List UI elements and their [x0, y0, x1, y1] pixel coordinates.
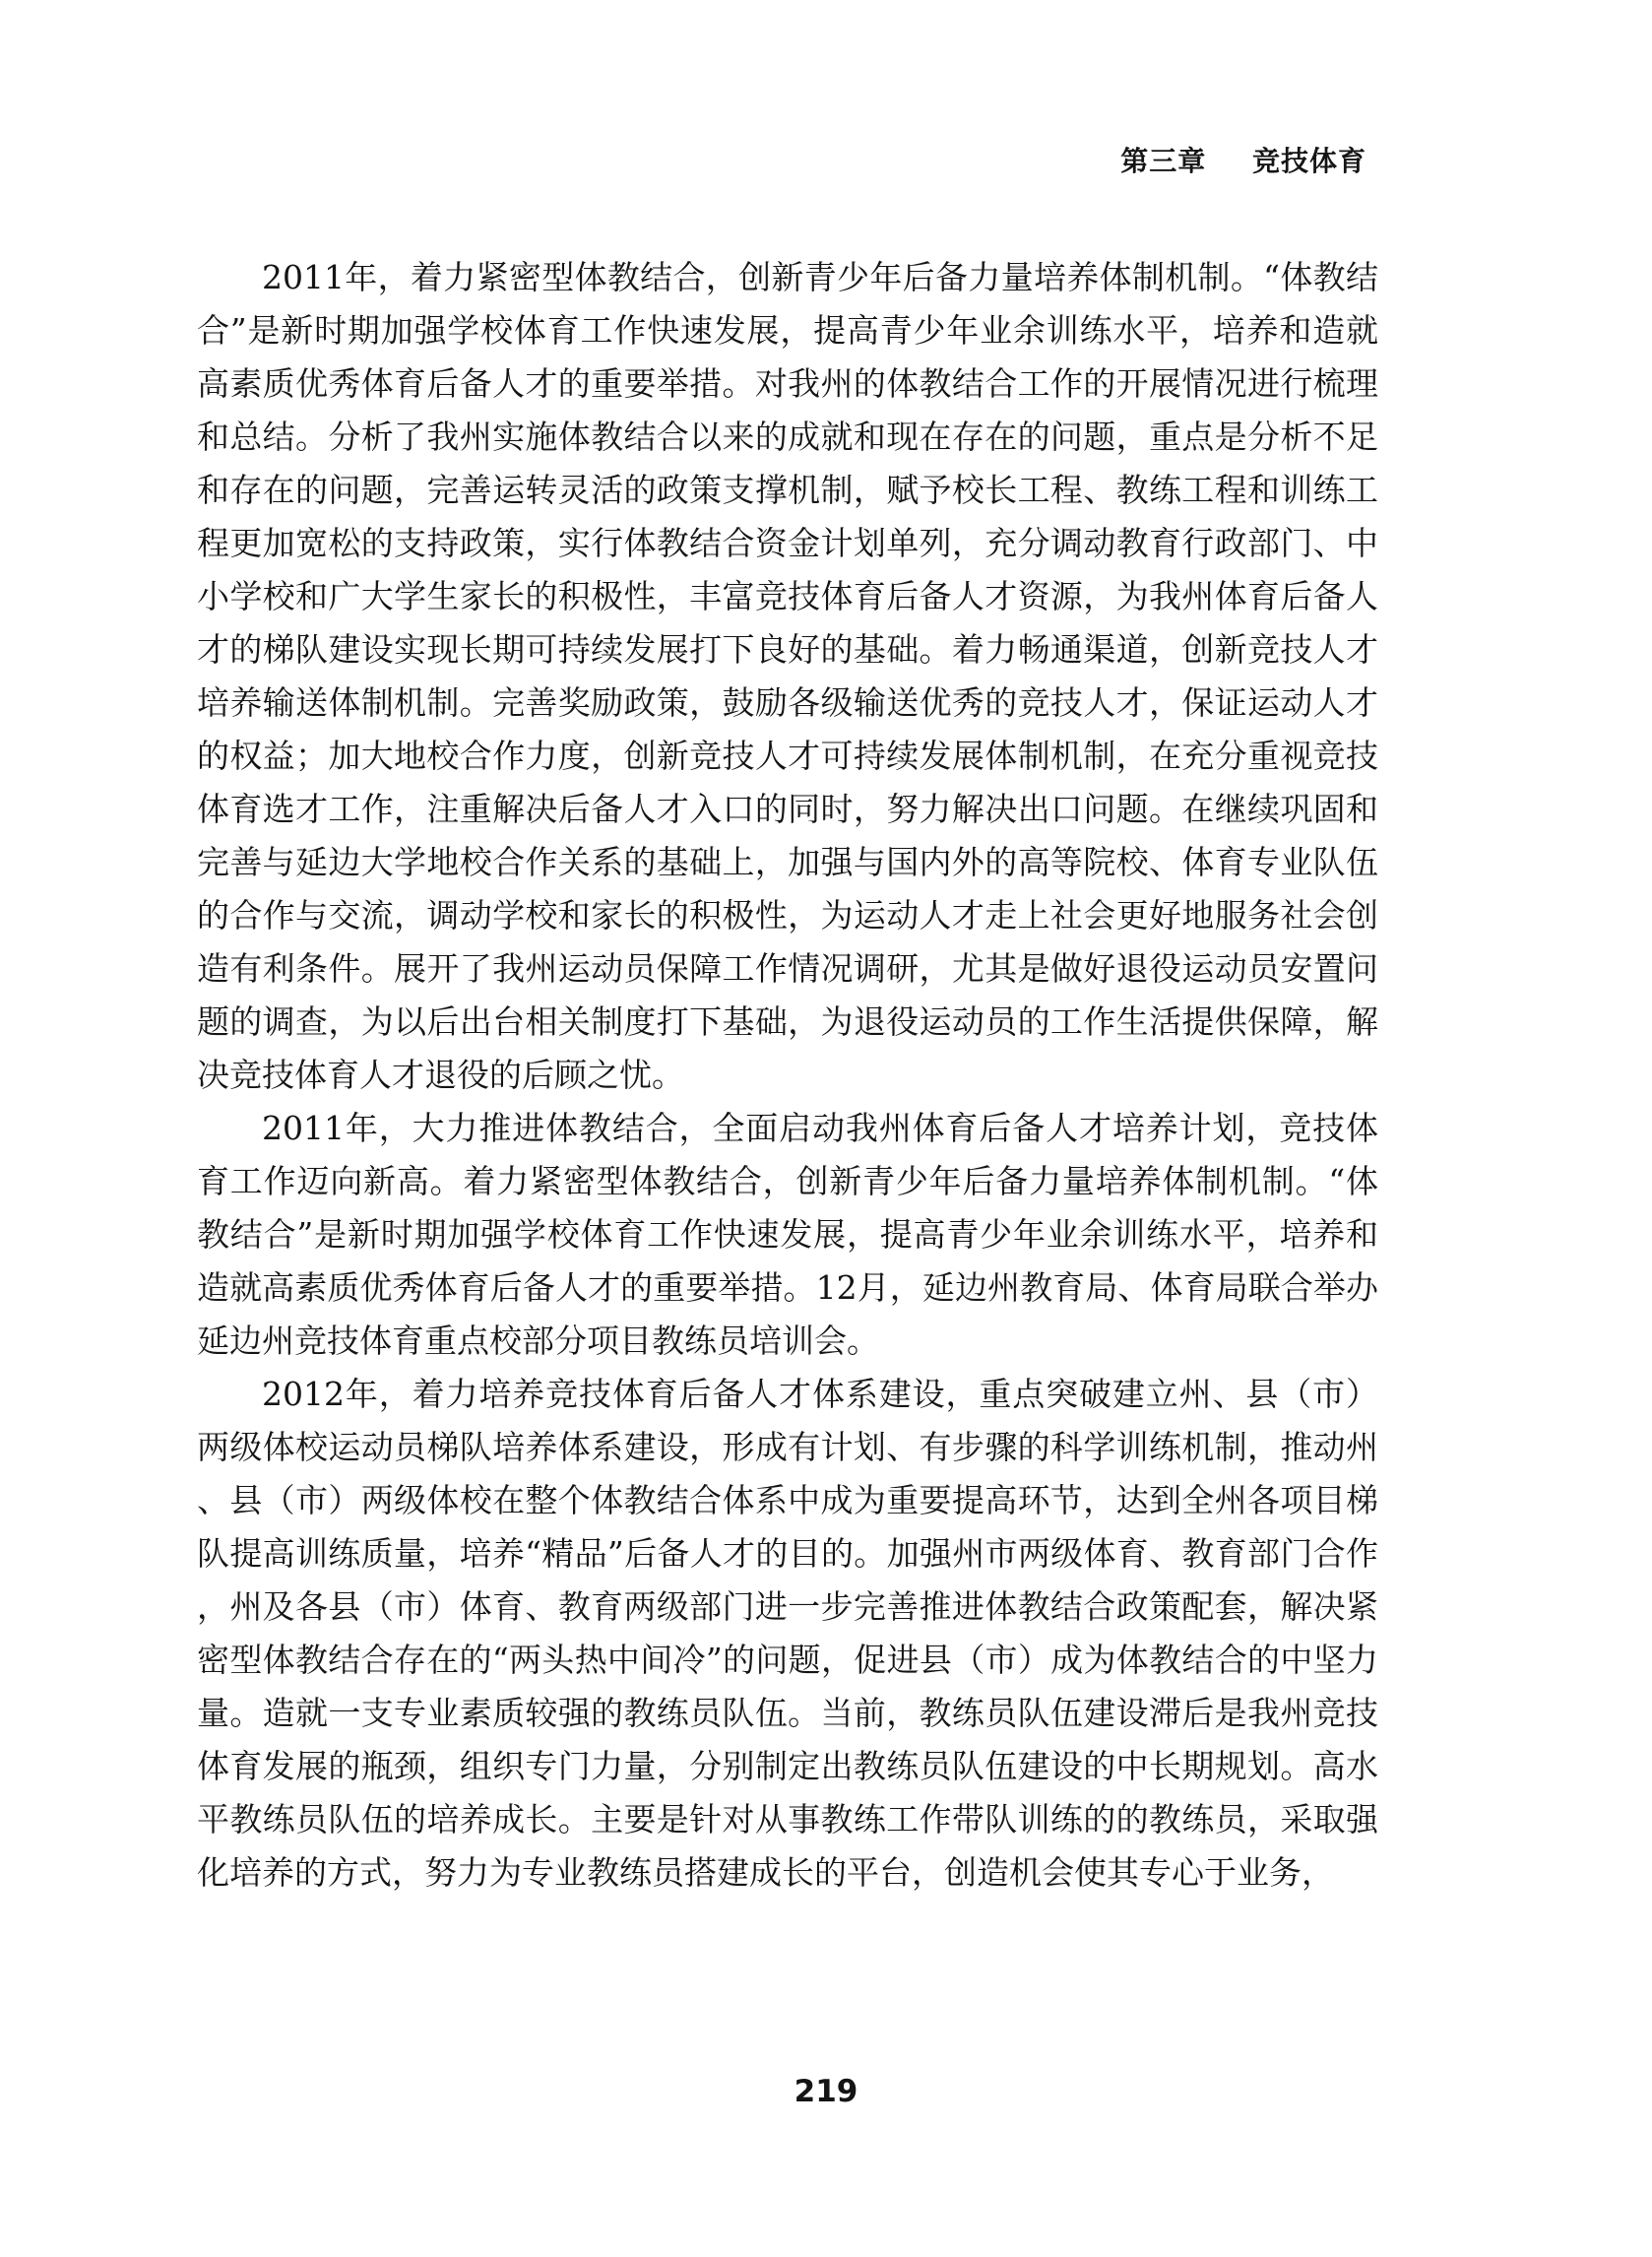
section-label: 竞技体育	[1251, 145, 1366, 177]
paragraph-2: 2011年，大力推进体教结合，全面启动我州体育后备人才培养计划，竞技体育工作迈向新高。着力紧密型体教结合，创新青少年后备力量培养体制机制。“体教结合”是新时期加强学校体育工作快速发展，提高青少年业余训练水平，培养和造就高素质优秀体育后备人才的重要举措。12月，延边州教育局、体育局联合举办延边州竞技体育重点校部分项目教练员培训会。	[197, 1109, 1378, 1360]
paragraph-3: 2012年，着力培养竞技体育后备人才体系建设，重点突破建立州、县（市）两级体校运动员梯队培养体系建设，形成有计划、有步骤的科学训练机制，推动州、县（市）两级体校在整个体教结合体系中成为重要提高环节，达到全州各项目梯队提高训练质量，培养“精品”后备人才的目的。加强州市两级体育、教育部门合作，州及各县（市）体育、教育两级部门进一步完善推进体教结合政策配套，解决紧密型体教结合存在的“两头热中间冷”的问题，促进县（市）成为体教结合的中坚力量。造就一支专业素质较强的教练员队伍。当前，教练员队伍建设滞后是我州竞技体育发展的瓶颈，组织专门力量，分别制定出教练员队伍建设的中长期规划。高水平教练员队伍的培养成长。主要是针对从事教练工作带队训练的的教练员，采取强化培养的方式，努力为专业教练员搭建成长的平台，创造机会使其专心于业务，	[197, 1375, 1378, 1892]
running-header	[1120, 140, 1366, 179]
chapter-label: 第三章	[1120, 145, 1207, 177]
paragraph-1: 2011年，着力紧密型体教结合，创新青少年后备力量培养体制机制。“体教结合”是新时期加强学校体育工作快速发展，提高青少年业余训练水平，培养和造就高素质优秀体育后备人才的重要举措。对我州的体教结合工作的开展情况进行梳理和总结。分析了我州实施体教结合以来的成就和现在存在的问题，重点是分析不足和存在的问题，完善运转灵活的政策支撑机制，赋予校长工程、教练工程和训练工程更加宽松的支持政策，实行体教结合资金计划单列，充分调动教育行政部门、中小学校和广大学生家长的积极性，丰富竞技体育后备人才资源，为我州体育后备人才的梯队建设实现长期可持续发展打下良好的基础。着力畅通渠道，创新竞技人才培养输送体制机制。完善奖励政策，鼓励各级输送优秀的竞技人才，保证运动人才的权益；加大地校合作力度，创新竞技人才可持续发展体制机制，在充分重视竞技体育选才工作，注重解决后备人才入口的同时，努力解决出口问题。在继续巩固和完善与延边大学地校合作关系的基础上，加强与国内外的高等院校、体育专业队伍的合作与交流，调动学校和家长的积极性，为运动人才走上社会更好地服务社会创造有利条件。展开了我州运动员保障工作情况调研，尤其是做好退役运动员安置问题的调查，为以后出台相关制度打下基础，为退役运动员的工作生活提供保障，解决竞技体育人才退役的后顾之忧。	[197, 258, 1378, 1094]
body-text	[197, 251, 1378, 1900]
page-number: 219	[794, 2074, 858, 2109]
